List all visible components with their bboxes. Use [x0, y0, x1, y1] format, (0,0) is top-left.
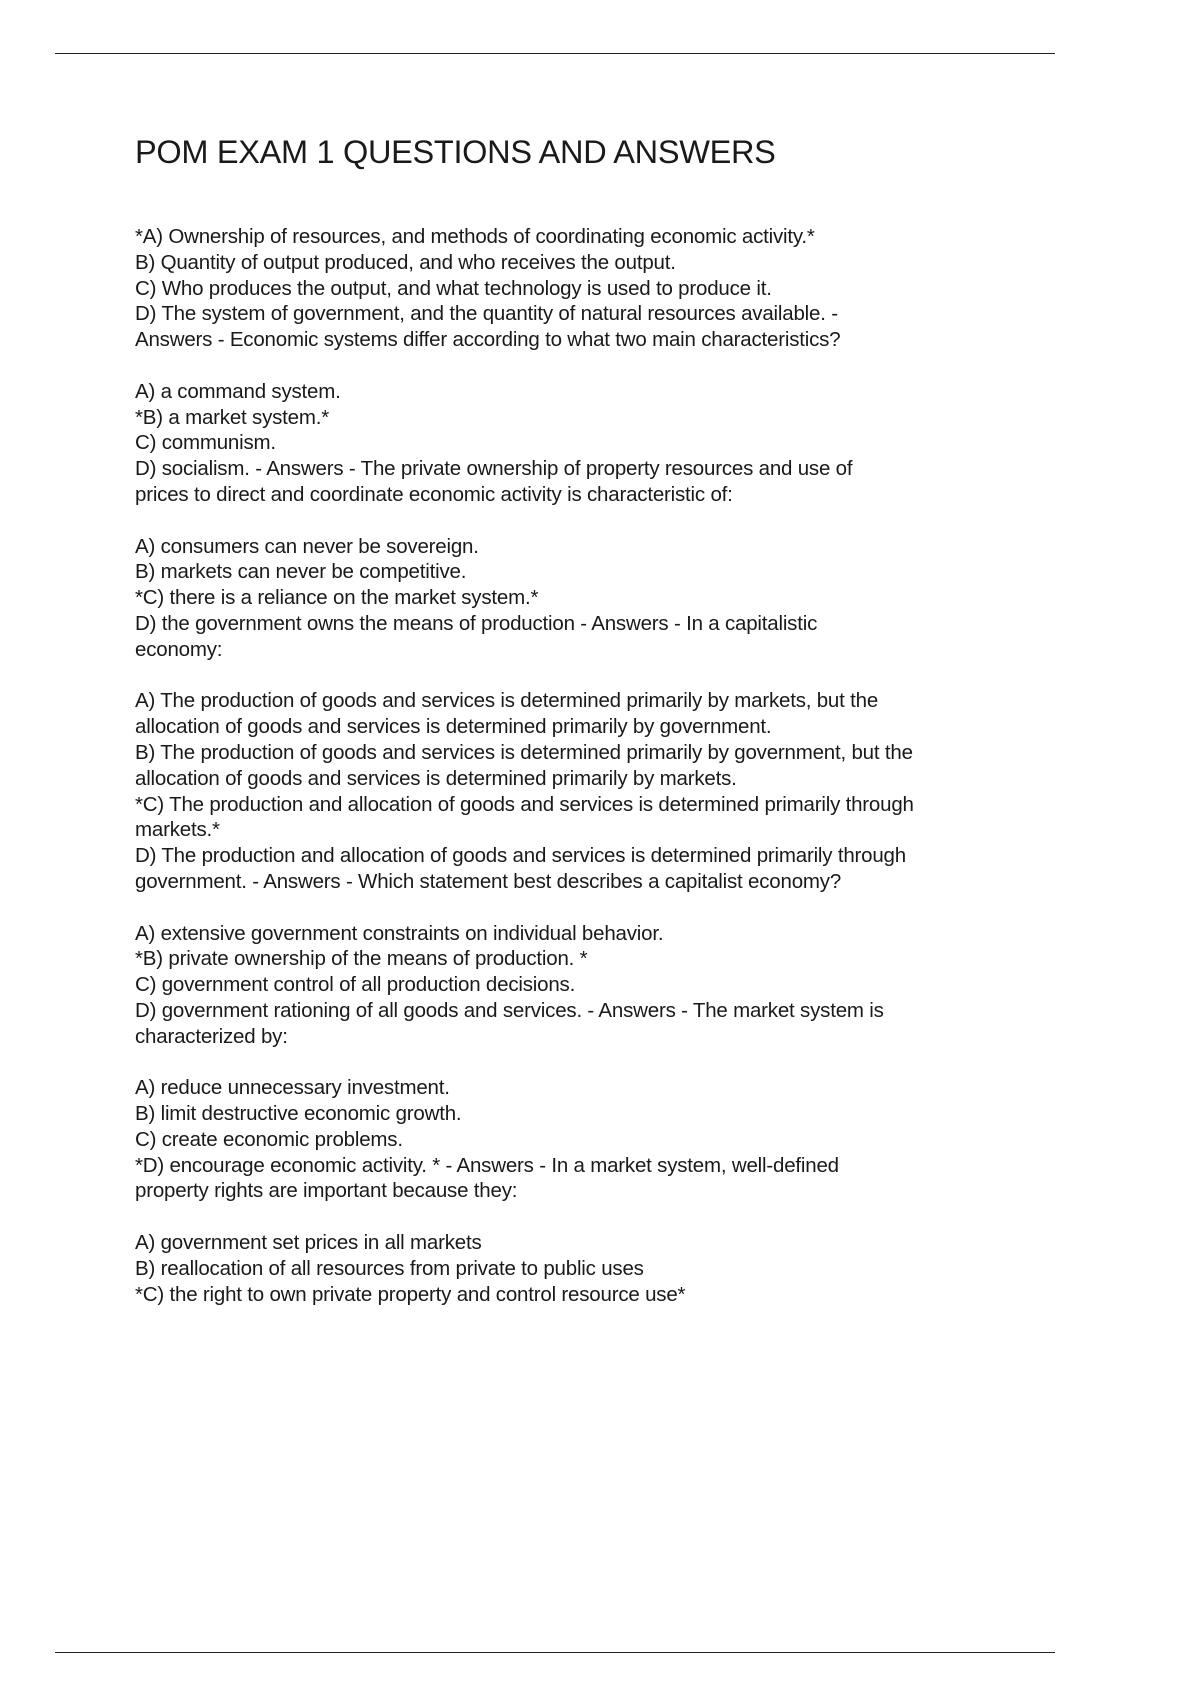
text-line: C) Who produces the output, and what technology is used to produce it.	[135, 276, 772, 300]
text-line: *A) Ownership of resources, and methods of coordinating economic activity.*	[135, 225, 815, 248]
text-line: A) consumers can never be sovereign.	[135, 534, 479, 558]
text-line: D) The production and allocation of goods and services is determined primarily through	[135, 844, 906, 868]
text-line: A) The production of goods and services is determined primarily by markets, but the	[135, 689, 879, 713]
question-block	[135, 224, 1035, 353]
document-title: POM EXAM 1 QUESTIONS AND ANSWERS	[135, 134, 776, 170]
text-line: B) markets can never be competitive.	[135, 560, 467, 584]
text-line: D) The system of government, and the quantity of natural resources available. -	[135, 302, 838, 326]
text-line: *C) The production and allocation of goods and services is determined primarily through	[135, 792, 914, 816]
text-line: *D) encourage economic activity. * - Answers - In a market system, well-defined	[135, 1153, 839, 1177]
text-line: A) reduce unnecessary investment.	[135, 1076, 450, 1100]
text-line: A) extensive government constraints on individual behavior.	[135, 921, 664, 945]
question-block	[135, 1230, 1035, 1307]
text-line: C) government control of all production decisions.	[135, 973, 576, 997]
text-line: *C) the right to own private property and control resource use*	[135, 1282, 686, 1306]
text-line: B) The production of goods and services is determined primarily by government, but the	[135, 740, 913, 764]
text-line: A) a command system.	[135, 379, 341, 403]
text-line: markets.*	[135, 818, 220, 842]
question-block	[135, 1075, 1035, 1204]
text-line: D) socialism. - Answers - The private ownership of property resources and use of	[135, 457, 853, 481]
question-block	[135, 379, 1035, 508]
text-line: prices to direct and coordinate economic activity is characteristic of:	[135, 482, 733, 506]
question-block	[135, 534, 1035, 663]
top-rule	[55, 53, 1055, 54]
text-line: property rights are important because they:	[135, 1179, 518, 1203]
text-line: *B) a market system.*	[135, 405, 330, 429]
text-line: D) government rationing of all goods and services. - Answers - The market system is	[135, 998, 884, 1022]
text-line: *C) there is a reliance on the market system.*	[135, 586, 539, 610]
text-line: allocation of goods and services is determined primarily by markets.	[135, 766, 737, 790]
question-block	[135, 688, 1035, 894]
text-line: C) communism.	[135, 431, 276, 455]
text-line: B) limit destructive economic growth.	[135, 1102, 462, 1126]
text-line: B) Quantity of output produced, and who receives the output.	[135, 250, 676, 274]
text-line: allocation of goods and services is determined primarily by government.	[135, 715, 772, 739]
text-line: *B) private ownership of the means of production. *	[135, 947, 588, 971]
text-line: characterized by:	[135, 1024, 288, 1048]
text-line: A) government set prices in all markets	[135, 1231, 482, 1255]
question-block	[135, 921, 1035, 1050]
text-line: government. - Answers - Which statement best describes a capitalist economy?	[135, 869, 842, 893]
text-line: Answers - Economic systems differ according to what two main characteristics?	[135, 328, 841, 352]
text-line: C) create economic problems.	[135, 1127, 403, 1151]
bottom-rule	[55, 1652, 1055, 1653]
text-line: B) reallocation of all resources from private to public uses	[135, 1256, 644, 1280]
text-line: economy:	[135, 637, 223, 661]
document-body	[135, 224, 1035, 1333]
text-line: D) the government owns the means of production - Answers - In a capitalistic	[135, 611, 818, 635]
